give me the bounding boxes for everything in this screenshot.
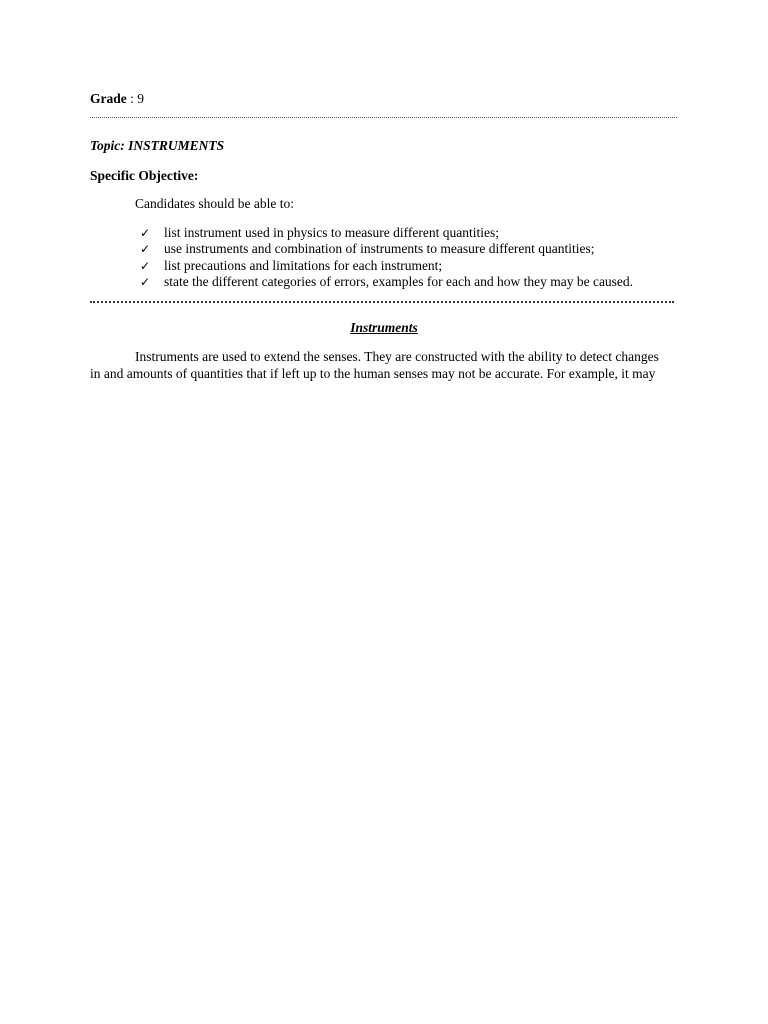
objective-text: list instrument used in physics to measure different quantities;: [164, 225, 499, 240]
objective-item: [140, 241, 633, 257]
header-divider: [90, 117, 677, 118]
section-divider: [90, 301, 674, 303]
objective-text: state the different categories of errors, examples for each and how they may be caused.: [164, 273, 634, 289]
objectives-list: [140, 225, 633, 290]
objective-text: list precautions and limitations for each instrument;: [164, 257, 443, 273]
section-heading: Instruments: [350, 320, 418, 335]
check-icon: ✓: [140, 258, 151, 273]
objective-item: [140, 225, 633, 241]
paragraph-line: in and amounts of quantities that if left up to the human senses may not be accurate. For example, it may: [90, 366, 656, 381]
check-icon: ✓: [140, 242, 151, 257]
objective-text: use instruments and combination of instruments to measure different quantities;: [164, 241, 595, 257]
objective-heading: Specific Objective:: [90, 168, 199, 183]
grade-value: : 9: [126, 91, 145, 106]
objective-item: [140, 274, 633, 290]
objective-intro: Candidates should be able to:: [135, 196, 294, 211]
check-icon: ✓: [140, 226, 151, 240]
grade-label: Grade: [90, 91, 127, 106]
check-icon: ✓: [140, 274, 151, 289]
grade-line: [90, 91, 144, 107]
topic-title: Topic: INSTRUMENTS: [90, 138, 225, 153]
objective-item: [140, 258, 633, 274]
paragraph-line: Instruments are used to extend the senses. They are constructed with the ability to detect changes: [135, 349, 659, 364]
